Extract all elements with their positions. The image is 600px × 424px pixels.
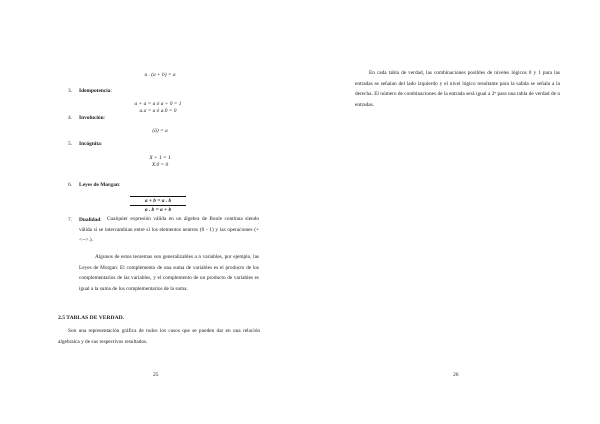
formula-incognita-2: X.0 = 0 (151, 162, 169, 168)
item-number-4: 4. (68, 115, 73, 121)
page-number-right: 26 (453, 372, 459, 378)
section-heading: 2.5 TABLAS DE VERDAD. (58, 315, 125, 321)
dualidad-text: Cualquier expresión válida en un álgebra de Boole continua siendo válida si se intercambian entre sí los elementos neutros (0 - 1) y las operaciones (+ <-->.). (79, 216, 259, 244)
item-label-incognita: Incógnita: (79, 141, 103, 147)
item-number-7: 7. (68, 217, 73, 223)
formula-idempotencia-1: a + a = a ó a + 0 = 1 (134, 101, 182, 107)
item-label-leyes-de-morgan: Leyes de Morgan: (79, 182, 121, 188)
item-label-dualidad: Dualidad: (79, 217, 102, 223)
formula-idempotencia-2: a.a = a ó a.0 = 0 (139, 108, 177, 114)
theorems-paragraph: Algunos de estos teoremas son generalizables a n variables, por ejemplo, las Leyes de Morgan: El complemento de una suma de variables es el producto de los complementarios de las variables, y el complemento de un producto de variables es igual a la suma de los complementarios de la suma. (79, 254, 259, 292)
item-label-idempotencia: Idempotencia: (79, 88, 112, 94)
right-page (300, 0, 600, 424)
page-number-left: 25 (153, 372, 159, 378)
formula-morgan-2: a . b = a + b (130, 205, 186, 213)
formula-involucion: (ā) = a (152, 128, 168, 134)
item-label-involucion: Involución: (79, 115, 106, 121)
formula-absorption: a . (a + b) = a (144, 72, 176, 78)
item-number-5: 5. (68, 141, 73, 147)
formula-incognita-1: X + 1 = 1 (149, 155, 171, 161)
section-text: Son una representación gráfica de todos los casos que se pueden dar en una relación algebraica y de sus respectivos resultados. (58, 328, 260, 345)
item-number-6: 6. (68, 182, 73, 188)
truth-table-paragraph: En cada tabla de verdad, las combinaciones posibles de niveles lógicos 0 y 1 para las entradas se señalan del lado izquierdo y el nivel lógico resultante para la salida se señala a la derecha. El número de combinaciones de la entrada será igual a 2ⁿ para una tabla de verdad de n entradas. (355, 70, 560, 108)
item-number-3: 3. (68, 88, 73, 94)
formula-morgan-1: a + b = a . b (130, 196, 186, 204)
